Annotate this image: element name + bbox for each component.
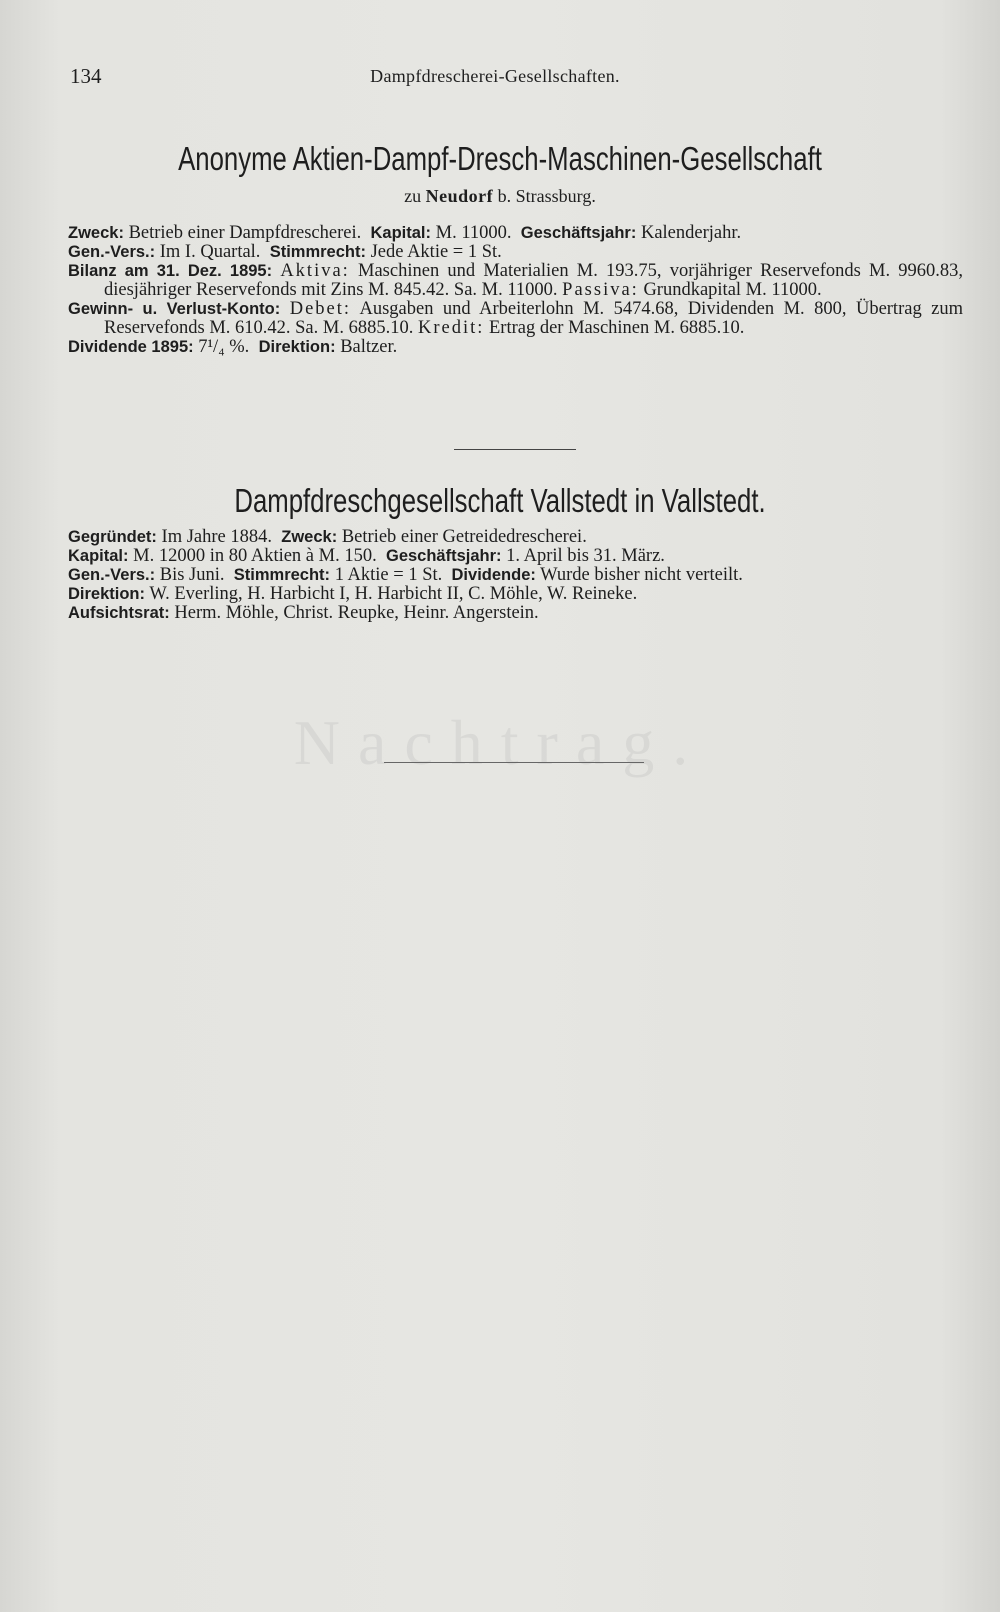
label-genvers: Gen.-Vers.: xyxy=(68,243,156,261)
value-passiva: Grundkapital M. 11000. xyxy=(643,280,822,300)
show-through-text: Nachtrag. xyxy=(293,707,707,778)
value-kapital: M. 11000. xyxy=(435,223,512,243)
running-head: Dampfdrescherei-Gesellschaften. xyxy=(370,66,620,86)
label-geschaeftsjahr: Geschäftsjahr: xyxy=(520,224,637,242)
label-gegruendet: Gegründet: xyxy=(68,528,157,546)
label-genvers: Gen.-Vers.: xyxy=(68,566,156,584)
location-prefix: zu xyxy=(404,186,422,206)
label-dividende: Dividende 1895: xyxy=(68,338,194,356)
label-kapital: Kapital: xyxy=(370,224,432,242)
label-bilanz: Bilanz am 31. Dez. 1895: xyxy=(68,262,273,280)
value-kapital: M. 12000 in 80 Aktien à M. 150. xyxy=(133,546,377,566)
location-suffix: b. Strassburg. xyxy=(497,186,596,206)
company-1-details xyxy=(68,224,963,357)
line-gewinn-verlust xyxy=(68,300,963,338)
label-stimmrecht: Stimmrecht: xyxy=(269,243,366,261)
value-geschaeftsjahr: 1. April bis 31. März. xyxy=(506,546,665,566)
value-zweck: Betrieb einer Getreidedrescherei. xyxy=(341,527,587,547)
line-aufsichtsrat xyxy=(68,604,963,623)
value-genvers: Im I. Quartal. xyxy=(159,242,261,262)
value-bilanz: Maschinen und Materialien M. 193.75, vorjähriger Reservefonds M. 9960.83, diesjähriger Reservefonds mit Zins M. 845.42. Sa. M. 11000. xyxy=(104,261,964,300)
company-2-details xyxy=(68,528,963,623)
value-direktion: W. Everling, H. Harbicht I, H. Harbicht II, C. Möhle, W. Reineke. xyxy=(149,584,638,604)
page-number: 134 xyxy=(70,64,102,88)
label-direktion: Direktion: xyxy=(258,338,336,356)
value-gegruendet: Im Jahre 1884. xyxy=(161,527,273,547)
label-geschaeftsjahr: Geschäftsjahr: xyxy=(385,547,502,565)
line-genvers-stimmrecht xyxy=(68,243,963,262)
line-direktion xyxy=(68,585,963,604)
line-dividende-direktion xyxy=(68,338,963,357)
page-header xyxy=(70,64,920,94)
label-aktiva: Aktiva: xyxy=(280,261,350,281)
label-dividende: Dividende: xyxy=(451,566,536,584)
label-kredit: Kredit: xyxy=(417,318,485,338)
company-title-2: Dampfdreschgesellschaft Vallstedt in Vallstedt. xyxy=(234,482,766,519)
section-divider xyxy=(454,449,576,450)
line-bilanz xyxy=(68,262,963,300)
line-zweck-kapital xyxy=(68,224,963,243)
label-passiva: Passiva: xyxy=(562,280,639,300)
company-title-1: Anonyme Aktien-Dampf-Dresch-Maschinen-Gesellschaft xyxy=(178,140,822,177)
value-genvers: Bis Juni. xyxy=(159,565,225,585)
label-kapital: Kapital: xyxy=(68,547,129,565)
label-aufsichtsrat: Aufsichtsrat: xyxy=(68,604,170,622)
show-through-rule xyxy=(384,762,644,763)
label-stimmrecht: Stimmrecht: xyxy=(233,566,331,584)
value-dividende: 7¹/₄ %. xyxy=(198,337,250,357)
line-gegruendet-zweck xyxy=(68,528,963,547)
value-debet: Ausgaben und Arbeiterlohn M. 5474.68, Dividenden M. 800, Übertrag zum Reservefonds M. 610.42. Sa. M. 6885.10. xyxy=(104,299,964,338)
value-direktion: Baltzer. xyxy=(340,337,398,357)
label-zweck: Zweck: xyxy=(68,224,124,242)
value-kredit: Ertrag der Maschinen M. 6885.10. xyxy=(489,318,745,338)
label-gewinn-verlust: Gewinn- u. Verlust-Konto: xyxy=(68,300,281,318)
value-aufsichtsrat: Herm. Möhle, Christ. Reupke, Heinr. Angerstein. xyxy=(174,603,539,623)
label-direktion: Direktion: xyxy=(68,585,146,603)
location-place: Neudorf xyxy=(425,186,494,206)
line-genvers-stimmrecht-dividende xyxy=(68,566,963,585)
value-dividende: Wurde bisher nicht verteilt. xyxy=(540,565,743,585)
value-zweck: Betrieb einer Dampfdrescherei. xyxy=(128,223,362,243)
label-debet: Debet: xyxy=(289,299,352,319)
value-stimmrecht: Jede Aktie = 1 St. xyxy=(370,242,502,262)
value-geschaeftsjahr: Kalenderjahr. xyxy=(640,223,742,243)
line-kapital-geschaeftsjahr xyxy=(68,547,963,566)
company-location-1 xyxy=(0,186,1000,207)
value-stimmrecht: 1 Aktie = 1 St. xyxy=(334,565,443,585)
label-zweck: Zweck: xyxy=(281,528,338,546)
